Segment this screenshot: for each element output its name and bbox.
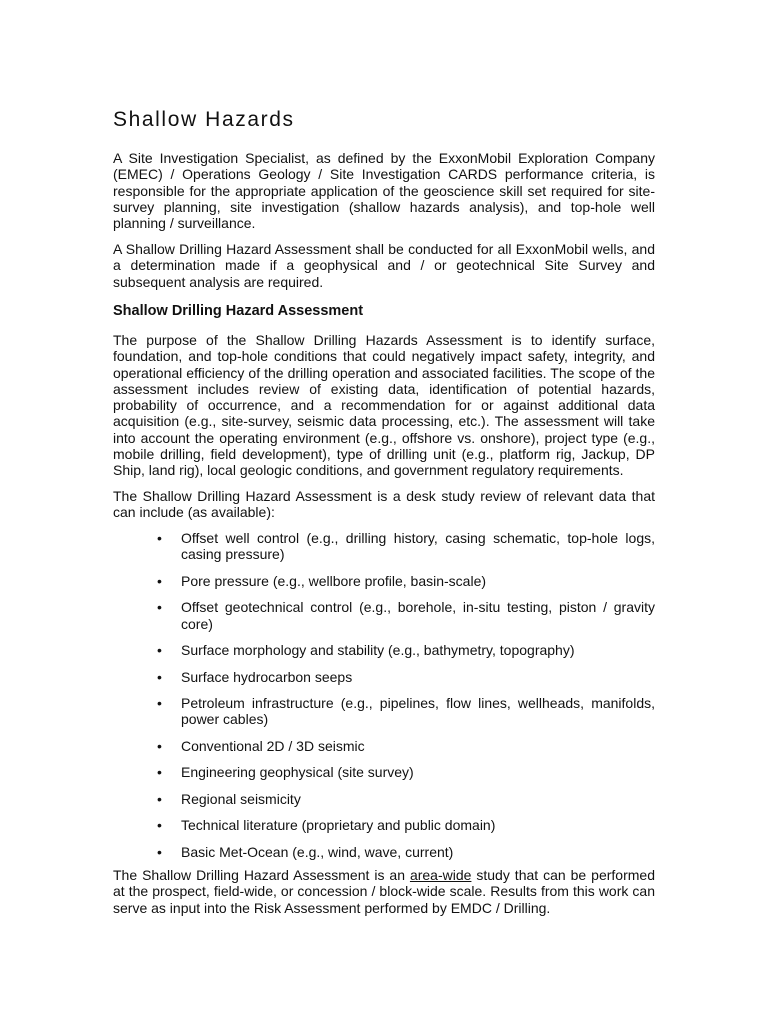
list-item	[113, 669, 655, 685]
list-item-text: Surface morphology and stability (e.g., bathymetry, topography)	[181, 642, 575, 659]
section-heading: Shallow Drilling Hazard Assessment	[113, 303, 364, 319]
scope-paragraph	[113, 867, 655, 916]
bullet-icon: •	[157, 572, 162, 589]
bullet-icon: •	[157, 737, 162, 754]
list-item	[113, 573, 655, 589]
list-item-text: Regional seismicity	[181, 790, 301, 807]
list-item-text: Conventional 2D / 3D seismic	[181, 737, 365, 754]
list-item-text: Engineering geophysical (site survey)	[181, 764, 414, 781]
list-item	[113, 695, 655, 728]
bullet-icon: •	[157, 695, 162, 712]
list-item-text: Offset geotechnical control (e.g., borehole, in-situ testing, piston / gravity core)	[181, 599, 655, 632]
bullet-icon: •	[157, 843, 162, 860]
bullet-icon: •	[157, 642, 162, 659]
desk-study-paragraph: The Shallow Drilling Hazard Assessment is a desk study review of relevant data that can include (as available):	[113, 488, 655, 521]
list-item-text: Technical literature (proprietary and public domain)	[181, 817, 496, 834]
scope-paragraph-text-start: The Shallow Drilling Hazard Assessment is an	[113, 867, 410, 883]
bullet-icon: •	[157, 668, 162, 685]
area-wide-underlined-text: area-wide	[409, 867, 472, 883]
bullet-icon: •	[157, 790, 162, 807]
purpose-paragraph: The purpose of the Shallow Drilling Hazards Assessment is to identify surface, foundation, and top-hole conditions that could negatively impact safety, integrity, and operational efficiency of the drilling operation and associated facilities. The scope of the assessment includes review of existing data, identification of potential hazards, probability of occurrence, and a recommendation for or against additional data acquisition (e.g., site-survey, seismic data processing, etc.). The assessment will take into account the operating environment (e.g., offshore vs. onshore), project type (e.g., mobile drilling, field development), type of drilling unit (e.g., platform rig, Jackup, DP Ship, land rig), local geologic conditions, and government regulatory requirements.	[113, 332, 655, 479]
list-item	[113, 738, 655, 754]
bullet-icon: •	[157, 599, 162, 616]
page-title: Shallow Hazards	[113, 108, 295, 131]
list-item-text: Offset well control (e.g., drilling history, casing schematic, top-hole logs, casing pressure)	[181, 530, 655, 563]
bullet-icon: •	[157, 530, 162, 546]
list-item	[113, 791, 655, 807]
list-item	[113, 764, 655, 780]
list-item	[113, 530, 655, 563]
bullet-icon: •	[157, 764, 162, 781]
list-item-text: Basic Met-Ocean (e.g., wind, wave, current)	[181, 843, 454, 860]
assessment-requirement-paragraph: A Shallow Drilling Hazard Assessment shall be conducted for all ExxonMobil wells, and a determination made if a geophysical and / or geotechnical Site Survey and subsequent analysis are required.	[113, 241, 655, 290]
list-item	[113, 844, 655, 860]
list-item	[113, 599, 655, 632]
list-item-text: Pore pressure (e.g., wellbore profile, basin-scale)	[181, 572, 487, 589]
bullet-icon: •	[157, 817, 162, 834]
list-item-text: Petroleum infrastructure (e.g., pipelines, flow lines, wellheads, manifolds, power cables)	[181, 695, 655, 728]
intro-paragraph: A Site Investigation Specialist, as defined by the ExxonMobil Exploration Company (EMEC) / Operations Geology / Site Investigation CARDS performance criteria, is responsible for the appropriate application of the geoscience skill set required for site-survey planning, site investigation (shallow hazards analysis), and top-hole well planning / surveillance.	[113, 150, 655, 232]
scope-paragraph-text-end: study that can be performed at the prospect, field-wide, or concession / block-wide scale. Results from this work can serve as input into the Risk Assessment performed by EMDC / Drilling.	[113, 867, 655, 916]
data-source-list	[113, 530, 655, 870]
list-item-text: Surface hydrocarbon seeps	[181, 668, 353, 685]
list-item	[113, 817, 655, 833]
list-item	[113, 642, 655, 658]
